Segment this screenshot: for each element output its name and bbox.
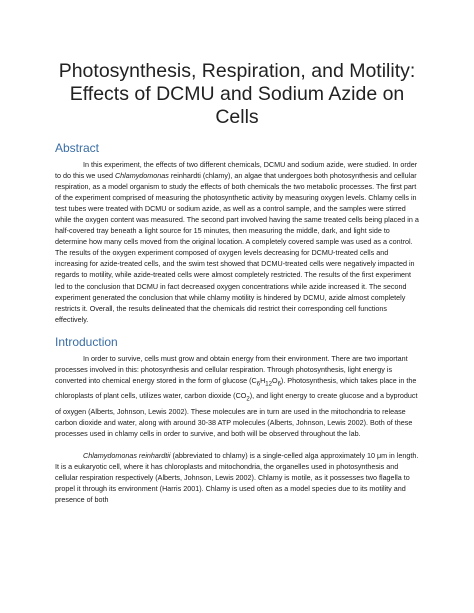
introduction-paragraph-1 — [55, 353, 419, 439]
intro-sub-6b: 6 — [277, 381, 281, 388]
introduction-heading: Introduction — [55, 334, 118, 349]
intro-p2-text: (abbreviated to chlamy) is a single-celled alga approximately 10 μm in length. It is a eukaryotic cell, where it has chloroplasts and mitochondria, the organelles used in photosynthesis and cellular respiration respectively (Alberts, Johnson, Lewis 2002). Chlamy is motile, as it possesses two flagella to propel it through its environment (Harris 2001). Chlamy is used often as a model species due to its motility and presence of both — [55, 450, 419, 505]
intro-p1-text-b: ). Photosynthesis, which takes place in the chloroplasts of plant cells, utilizes water, carbon dioxide (CO — [55, 375, 417, 401]
abstract-paragraph — [55, 159, 419, 325]
intro-sub-2: 2 — [246, 396, 250, 403]
introduction-paragraph-2 — [55, 450, 419, 505]
intro-p1-text-c: ), and light energy to create glucose and a byproduct of oxygen (Alberts, Johnson, Lewis 2002). These molecules are in turn are used in the mitochondria to release carbon dioxide and water, along with around 30-38 ATP molecules (Alberts, Johnson, Lewis 2002). Both of these processes used in chlamy cells in order to survive, and both will be observed throughout the lab. — [55, 391, 418, 438]
abstract-heading: Abstract — [55, 141, 100, 155]
abstract-text-a: In this experiment, the effects of two different chemicals, DCMU and sodium azide, were studied. In order to do this we used — [55, 160, 418, 181]
paper-title: Photosynthesis, Respiration, and Motility: Effects of DCMU and Sodium Azide on Cells — [58, 60, 416, 128]
intro-p1-h: H — [260, 375, 266, 385]
intro-p1-text-a: In order to survive, cells must grow and obtain energy from their environment. There are two important processes involved in this: photosynthesis and cellular respiration. Through photosynthesis, light energy is converted into chemical energy stored in the form of glucose (C — [55, 353, 408, 385]
intro-p1-o: O — [271, 375, 278, 385]
paragraph-gap — [55, 439, 419, 450]
intro-sub-12: 12 — [265, 381, 272, 388]
intro-species-name: Chlamydomonas reinhardtii — [83, 450, 171, 460]
abstract-species-name: Chlamydomonas — [114, 171, 169, 181]
abstract-text-b: reinhardti (chlamy), an algae that undergoes both photosynthesis and cellular respiration, as a model organism to study the effects of both chemicals the two metabolic processes. The first part of the experiment comprised of measuring the photosynthetic activity by measuring oxygen levels. Chlamy cells in test tubes were treated with DCMU or sodium azide, as well as a control sample, and the samples were stirred while the oxygen content was measured. The second part involved having the same treated cells being placed in a half-covered tray beneath a light source for 15 minutes, then measuring the middle, dark, and light side to determine how many cells moved from the original location. A completely covered sample was used as a control. The results of the oxygen experiment composed of oxygen levels decreasing for DCMU-treated cells and increasing for azide-treated cells, and the swim test showed that DCMU-treated cells were negatively impacted in regards to motility, while azide-treated cells were almost completely restricted. The results of the first experiment led to the conclusion that DCMU in fact decreased oxygen concentrations while azide increased it. The second experiment generated the conclusion that while chlamy motility is hindered by DCMU, azide almost completely restricts it. Overall, the results delineated that the chemicals did restrict their corresponding cell functions effectively. — [55, 171, 419, 324]
intro-sub-6a: 6 — [256, 381, 261, 388]
